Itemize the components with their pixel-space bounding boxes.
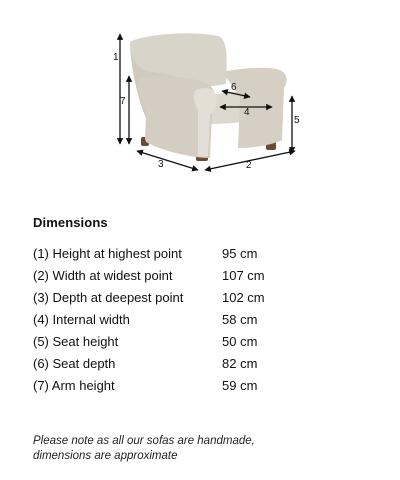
dimension-label: (2) Width at widest point [33,267,173,283]
handmade-note: Please note as all our sofas are handmade, dimensions are approximate [33,435,255,462]
armchair-diagram [0,0,400,200]
dimension-row [33,352,333,374]
dim-marker-5: 5 [294,115,300,126]
dimension-value: 102 cm [222,289,265,305]
dimension-row [33,308,333,330]
dim-marker-6: 6 [231,82,237,93]
dimension-value: 107 cm [222,267,265,283]
dimension-value: 59 cm [222,377,258,393]
dimension-label: (6) Seat depth [33,355,116,371]
dim-marker-2: 2 [246,160,252,171]
dimension-row [33,264,333,286]
dimension-row [33,374,333,396]
dimension-row [33,242,333,264]
dimensions-heading: Dimensions [33,215,108,230]
dimension-label: (5) Seat height [33,333,119,349]
dimensions-list [33,242,333,396]
dim-marker-4: 4 [244,107,250,118]
dimension-label: (4) Internal width [33,311,130,327]
armchair-illustration [0,0,400,200]
dimension-value: 82 cm [222,355,258,371]
dim-marker-3: 3 [158,159,164,170]
dim-marker-7: 7 [120,96,126,107]
dimension-row [33,330,333,352]
dimension-value: 58 cm [222,311,258,327]
dimension-row [33,286,333,308]
dimension-value: 50 cm [222,333,258,349]
dim-marker-1: 1 [113,52,119,63]
dimension-label: (1) Height at highest point [33,245,182,261]
dimension-label: (7) Arm height [33,377,115,393]
dimension-label: (3) Depth at deepest point [33,289,184,305]
dimension-value: 95 cm [222,245,258,261]
